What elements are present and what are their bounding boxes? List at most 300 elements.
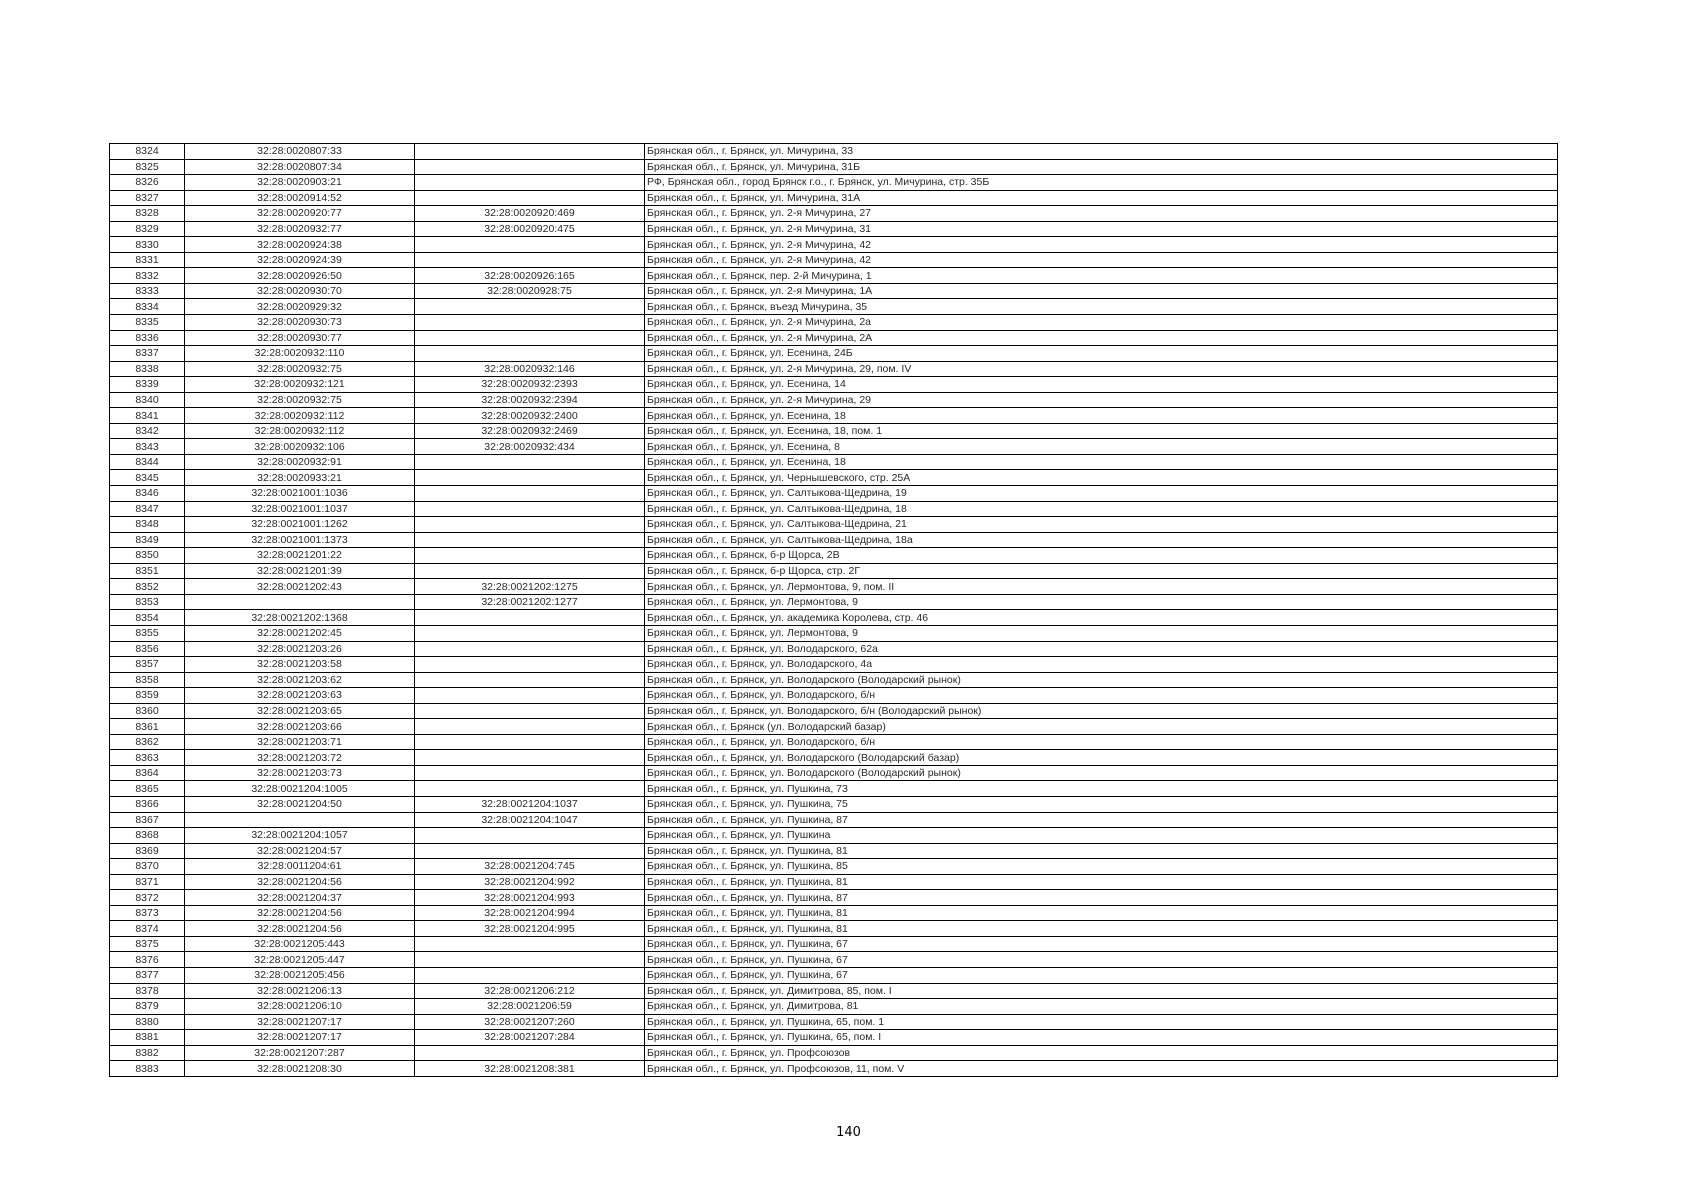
table-row (110, 719, 1558, 735)
parent-cadastral-cell (415, 252, 645, 268)
address-cell: Брянская обл., г. Брянск, пер. 2-й Мичурина, 1 (645, 268, 1558, 284)
row-number-cell: 8369 (110, 843, 185, 859)
address-cell: Брянская обл., г. Брянск, ул. Мичурина, 31Б (645, 159, 1558, 175)
row-number-cell: 8342 (110, 423, 185, 439)
table-row (110, 237, 1558, 253)
table-row (110, 252, 1558, 268)
row-number-cell: 8365 (110, 781, 185, 797)
cadastral-number-cell: 32:28:0020929:32 (185, 299, 415, 315)
cadastral-number-cell: 32:28:0020924:38 (185, 237, 415, 253)
cadastral-number-cell: 32:28:0020932:91 (185, 454, 415, 470)
table-row (110, 439, 1558, 455)
cadastral-number-cell: 32:28:0021204:56 (185, 874, 415, 890)
table-row (110, 594, 1558, 610)
table-row (110, 905, 1558, 921)
parent-cadastral-cell: 32:28:0020926:165 (415, 268, 645, 284)
cadastral-number-cell (185, 594, 415, 610)
row-number-cell: 8356 (110, 641, 185, 657)
table-row (110, 454, 1558, 470)
row-number-cell: 8362 (110, 734, 185, 750)
cadastral-number-cell: 32:28:0021206:10 (185, 999, 415, 1015)
table-row (110, 423, 1558, 439)
address-cell: Брянская обл., г. Брянск, ул. Володарского, б/н (Володарский рынок) (645, 703, 1558, 719)
row-number-cell: 8377 (110, 967, 185, 983)
cadastral-number-cell: 32:28:0020932:110 (185, 346, 415, 362)
parent-cadastral-cell (415, 299, 645, 315)
row-number-cell: 8355 (110, 625, 185, 641)
cadastral-number-cell: 32:28:0021203:62 (185, 672, 415, 688)
table-row (110, 346, 1558, 362)
parent-cadastral-cell: 32:28:0020932:2400 (415, 408, 645, 424)
table-row (110, 672, 1558, 688)
table-row (110, 890, 1558, 906)
address-cell: Брянская обл., г. Брянск, ул. Володарского (Володарский рынок) (645, 672, 1558, 688)
cadastral-number-cell: 32:28:0020932:106 (185, 439, 415, 455)
parent-cadastral-cell (415, 765, 645, 781)
table-row (110, 268, 1558, 284)
parent-cadastral-cell (415, 175, 645, 191)
parent-cadastral-cell (415, 781, 645, 797)
row-number-cell: 8357 (110, 657, 185, 673)
address-cell: Брянская обл., г. Брянск, ул. Есенина, 24Б (645, 346, 1558, 362)
table-row (110, 999, 1558, 1015)
table-row (110, 967, 1558, 983)
row-number-cell: 8358 (110, 672, 185, 688)
address-cell: Брянская обл., г. Брянск, ул. Салтыкова-Щедрина, 18а (645, 532, 1558, 548)
page-number: 140 (836, 1125, 861, 1140)
address-cell: Брянская обл., г. Брянск, ул. Володарского (Володарский рынок) (645, 765, 1558, 781)
address-cell: Брянская обл., г. Брянск, ул. Димитрова, 81 (645, 999, 1558, 1015)
address-cell: Брянская обл., г. Брянск, ул. Володарского, б/н (645, 688, 1558, 704)
parent-cadastral-cell (415, 563, 645, 579)
row-number-cell: 8341 (110, 408, 185, 424)
table-row (110, 283, 1558, 299)
table-row (110, 392, 1558, 408)
table-row (110, 688, 1558, 704)
table-row (110, 299, 1558, 315)
row-number-cell: 8348 (110, 517, 185, 533)
table-row (110, 750, 1558, 766)
parent-cadastral-cell (415, 315, 645, 331)
cadastral-number-cell: 32:28:0020807:34 (185, 159, 415, 175)
table-row (110, 1061, 1558, 1077)
parent-cadastral-cell: 32:28:0020932:2394 (415, 392, 645, 408)
parent-cadastral-cell: 32:28:0020920:475 (415, 221, 645, 237)
row-number-cell: 8363 (110, 750, 185, 766)
parent-cadastral-cell: 32:28:0021204:1047 (415, 812, 645, 828)
row-number-cell: 8327 (110, 190, 185, 206)
cadastral-number-cell: 32:28:0021204:57 (185, 843, 415, 859)
table-row (110, 734, 1558, 750)
cadastral-number-cell: 32:28:0021001:1036 (185, 486, 415, 502)
row-number-cell: 8325 (110, 159, 185, 175)
address-cell: Брянская обл., г. Брянск, ул. 2-я Мичурина, 27 (645, 206, 1558, 222)
row-number-cell: 8333 (110, 283, 185, 299)
cadastral-number-cell: 32:28:0020930:70 (185, 283, 415, 299)
row-number-cell: 8326 (110, 175, 185, 191)
row-number-cell: 8373 (110, 905, 185, 921)
address-cell: Брянская обл., г. Брянск, ул. Лермонтова, 9 (645, 594, 1558, 610)
row-number-cell: 8334 (110, 299, 185, 315)
cadastral-number-cell: 32:28:0021204:37 (185, 890, 415, 906)
cadastral-number-cell: 32:28:0021201:39 (185, 563, 415, 579)
address-cell: Брянская обл., г. Брянск, ул. Пушкина (645, 828, 1558, 844)
row-number-cell: 8368 (110, 828, 185, 844)
parent-cadastral-cell: 32:28:0021204:994 (415, 905, 645, 921)
row-number-cell: 8343 (110, 439, 185, 455)
address-cell: Брянская обл., г. Брянск, ул. Димитрова, 85, пом. I (645, 983, 1558, 999)
table-row (110, 144, 1558, 160)
table-row (110, 190, 1558, 206)
address-cell: Брянская обл., г. Брянск, ул. Есенина, 18 (645, 454, 1558, 470)
parent-cadastral-cell (415, 532, 645, 548)
cadastral-number-cell: 32:28:0021208:30 (185, 1061, 415, 1077)
parent-cadastral-cell: 32:28:0021207:284 (415, 1030, 645, 1046)
table-row (110, 470, 1558, 486)
row-number-cell: 8366 (110, 796, 185, 812)
table-row (110, 517, 1558, 533)
cadastral-number-cell: 32:28:0021203:71 (185, 734, 415, 750)
row-number-cell: 8347 (110, 501, 185, 517)
row-number-cell: 8361 (110, 719, 185, 735)
table-row (110, 1014, 1558, 1030)
row-number-cell: 8367 (110, 812, 185, 828)
address-cell: Брянская обл., г. Брянск, ул. 2-я Мичурина, 42 (645, 237, 1558, 253)
row-number-cell: 8330 (110, 237, 185, 253)
parent-cadastral-cell: 32:28:0021206:59 (415, 999, 645, 1015)
row-number-cell: 8350 (110, 548, 185, 564)
table-row (110, 486, 1558, 502)
address-cell: Брянская обл., г. Брянск, ул. Салтыкова-Щедрина, 18 (645, 501, 1558, 517)
parent-cadastral-cell (415, 967, 645, 983)
cadastral-number-cell: 32:28:0021202:1368 (185, 610, 415, 626)
table-row (110, 408, 1558, 424)
cadastral-number-cell: 32:28:0020920:77 (185, 206, 415, 222)
address-cell: Брянская обл., г. Брянск (ул. Володарский базар) (645, 719, 1558, 735)
address-cell: Брянская обл., г. Брянск, б-р Щорса, стр. 2Г (645, 563, 1558, 579)
table-row (110, 765, 1558, 781)
row-number-cell: 8336 (110, 330, 185, 346)
cadastral-number-cell: 32:28:0021203:26 (185, 641, 415, 657)
row-number-cell: 8370 (110, 859, 185, 875)
table-row (110, 796, 1558, 812)
address-cell: Брянская обл., г. Брянск, ул. 2-я Мичурина, 2А (645, 330, 1558, 346)
cadastral-number-cell: 32:28:0021202:43 (185, 579, 415, 595)
table-row (110, 657, 1558, 673)
parent-cadastral-cell: 32:28:0021206:212 (415, 983, 645, 999)
address-cell: Брянская обл., г. Брянск, ул. Пушкина, 81 (645, 874, 1558, 890)
table-row (110, 812, 1558, 828)
table-row (110, 983, 1558, 999)
address-cell: Брянская обл., г. Брянск, ул. Пушкина, 75 (645, 796, 1558, 812)
table-row (110, 781, 1558, 797)
address-cell: Брянская обл., г. Брянск, ул. Есенина, 18 (645, 408, 1558, 424)
cadastral-number-cell: 32:28:0020932:112 (185, 408, 415, 424)
row-number-cell: 8374 (110, 921, 185, 937)
address-cell: Брянская обл., г. Брянск, ул. Салтыкова-Щедрина, 19 (645, 486, 1558, 502)
address-cell: Брянская обл., г. Брянск, ул. 2-я Мичурина, 1А (645, 283, 1558, 299)
cadastral-number-cell: 32:28:0021204:56 (185, 921, 415, 937)
table-row (110, 330, 1558, 346)
cadastral-number-cell: 32:28:0020933:21 (185, 470, 415, 486)
cadastral-number-cell: 32:28:0021204:50 (185, 796, 415, 812)
cadastral-number-cell: 32:28:0021201:22 (185, 548, 415, 564)
parent-cadastral-cell (415, 144, 645, 160)
parent-cadastral-cell: 32:28:0021208:381 (415, 1061, 645, 1077)
address-cell: Брянская обл., г. Брянск, ул. 2-я Мичурина, 29 (645, 392, 1558, 408)
address-cell: Брянская обл., г. Брянск, ул. Пушкина, 65, пом. 1 (645, 1014, 1558, 1030)
row-number-cell: 8352 (110, 579, 185, 595)
cadastral-number-cell: 32:28:0020926:50 (185, 268, 415, 284)
parent-cadastral-cell (415, 641, 645, 657)
row-number-cell: 8381 (110, 1030, 185, 1046)
row-number-cell: 8359 (110, 688, 185, 704)
parent-cadastral-cell: 32:28:0020932:434 (415, 439, 645, 455)
row-number-cell: 8376 (110, 952, 185, 968)
cadastral-number-cell: 32:28:0021204:1005 (185, 781, 415, 797)
cadastral-number-cell: 32:28:0021203:63 (185, 688, 415, 704)
address-cell: Брянская обл., г. Брянск, ул. Пушкина, 87 (645, 890, 1558, 906)
parent-cadastral-cell (415, 936, 645, 952)
table-row (110, 625, 1558, 641)
address-cell: Брянская обл., г. Брянск, въезд Мичурина, 35 (645, 299, 1558, 315)
row-number-cell: 8364 (110, 765, 185, 781)
cadastral-number-cell: 32:28:0020932:75 (185, 361, 415, 377)
address-cell: Брянская обл., г. Брянск, ул. Пушкина, 67 (645, 936, 1558, 952)
parent-cadastral-cell (415, 703, 645, 719)
cadastral-number-cell: 32:28:0020932:121 (185, 377, 415, 393)
table-row (110, 361, 1558, 377)
address-cell: Брянская обл., г. Брянск, ул. Салтыкова-Щедрина, 21 (645, 517, 1558, 533)
cadastral-number-cell: 32:28:0021203:65 (185, 703, 415, 719)
row-number-cell: 8371 (110, 874, 185, 890)
parent-cadastral-cell (415, 734, 645, 750)
parent-cadastral-cell (415, 237, 645, 253)
parent-cadastral-cell (415, 517, 645, 533)
address-cell: Брянская обл., г. Брянск, ул. Пушкина, 67 (645, 952, 1558, 968)
address-cell: Брянская обл., г. Брянск, ул. Мичурина, 33 (645, 144, 1558, 160)
table-row (110, 1045, 1558, 1061)
address-cell: Брянская обл., г. Брянск, ул. 2-я Мичурина, 2а (645, 315, 1558, 331)
table-row (110, 952, 1558, 968)
cadastral-number-cell: 32:28:0020930:73 (185, 315, 415, 331)
cadastral-number-cell: 32:28:0021205:447 (185, 952, 415, 968)
row-number-cell: 8383 (110, 1061, 185, 1077)
cadastral-number-cell: 32:28:0020903:21 (185, 175, 415, 191)
address-cell: Брянская обл., г. Брянск, ул. Профсоюзов (645, 1045, 1558, 1061)
parent-cadastral-cell: 32:28:0020928:75 (415, 283, 645, 299)
table-row (110, 641, 1558, 657)
table-row (110, 377, 1558, 393)
address-cell: Брянская обл., г. Брянск, ул. Пушкина, 87 (645, 812, 1558, 828)
table-row (110, 501, 1558, 517)
parent-cadastral-cell: 32:28:0021204:993 (415, 890, 645, 906)
address-cell: Брянская обл., г. Брянск, ул. 2-я Мичурина, 31 (645, 221, 1558, 237)
row-number-cell: 8340 (110, 392, 185, 408)
address-cell: Брянская обл., г. Брянск, ул. Профсоюзов, 11, пом. V (645, 1061, 1558, 1077)
table-row (110, 315, 1558, 331)
cadastral-number-cell: 32:28:0021001:1262 (185, 517, 415, 533)
table-row (110, 548, 1558, 564)
row-number-cell: 8360 (110, 703, 185, 719)
cadastral-number-cell: 32:28:0021205:443 (185, 936, 415, 952)
parent-cadastral-cell (415, 750, 645, 766)
parent-cadastral-cell (415, 548, 645, 564)
parent-cadastral-cell: 32:28:0021202:1275 (415, 579, 645, 595)
cadastral-number-cell: 32:28:0021205:456 (185, 967, 415, 983)
parent-cadastral-cell (415, 454, 645, 470)
row-number-cell: 8338 (110, 361, 185, 377)
row-number-cell: 8375 (110, 936, 185, 952)
row-number-cell: 8346 (110, 486, 185, 502)
row-number-cell: 8380 (110, 1014, 185, 1030)
address-cell: Брянская обл., г. Брянск, ул. Володарского, 4а (645, 657, 1558, 673)
parent-cadastral-cell (415, 346, 645, 362)
cadastral-number-cell: 32:28:0020932:75 (185, 392, 415, 408)
address-cell: Брянская обл., г. Брянск, ул. Володарского, 62а (645, 641, 1558, 657)
cadastral-number-cell: 32:28:0020807:33 (185, 144, 415, 160)
address-cell: Брянская обл., г. Брянск, ул. Володарского (Володарский базар) (645, 750, 1558, 766)
parent-cadastral-cell: 32:28:0021207:260 (415, 1014, 645, 1030)
cadastral-number-cell: 32:28:0021204:1057 (185, 828, 415, 844)
table-row (110, 874, 1558, 890)
address-cell: Брянская обл., г. Брянск, ул. академика Королева, стр. 46 (645, 610, 1558, 626)
registry-table (109, 143, 1558, 1077)
address-cell: Брянская обл., г. Брянск, ул. Пушкина, 73 (645, 781, 1558, 797)
table-row (110, 828, 1558, 844)
parent-cadastral-cell (415, 190, 645, 206)
parent-cadastral-cell: 32:28:0020932:146 (415, 361, 645, 377)
parent-cadastral-cell (415, 486, 645, 502)
parent-cadastral-cell (415, 672, 645, 688)
parent-cadastral-cell: 32:28:0021204:745 (415, 859, 645, 875)
parent-cadastral-cell (415, 828, 645, 844)
row-number-cell: 8344 (110, 454, 185, 470)
cadastral-number-cell (185, 812, 415, 828)
address-cell: Брянская обл., г. Брянск, ул. Володарского, б/н (645, 734, 1558, 750)
cadastral-number-cell: 32:28:0021206:13 (185, 983, 415, 999)
cadastral-number-cell: 32:28:0020932:112 (185, 423, 415, 439)
parent-cadastral-cell: 32:28:0021204:995 (415, 921, 645, 937)
table-row (110, 206, 1558, 222)
parent-cadastral-cell (415, 625, 645, 641)
parent-cadastral-cell (415, 657, 645, 673)
row-number-cell: 8324 (110, 144, 185, 160)
address-cell: Брянская обл., г. Брянск, ул. 2-я Мичурина, 42 (645, 252, 1558, 268)
address-cell: Брянская обл., г. Брянск, б-р Щорса, 2В (645, 548, 1558, 564)
row-number-cell: 8351 (110, 563, 185, 579)
table-row (110, 859, 1558, 875)
parent-cadastral-cell (415, 159, 645, 175)
table-row (110, 843, 1558, 859)
address-cell: Брянская обл., г. Брянск, ул. Есенина, 14 (645, 377, 1558, 393)
row-number-cell: 8337 (110, 346, 185, 362)
row-number-cell: 8354 (110, 610, 185, 626)
address-cell: Брянская обл., г. Брянск, ул. Пушкина, 67 (645, 967, 1558, 983)
table-row (110, 610, 1558, 626)
cadastral-number-cell: 32:28:0021207:17 (185, 1030, 415, 1046)
row-number-cell: 8328 (110, 206, 185, 222)
row-number-cell: 8349 (110, 532, 185, 548)
row-number-cell: 8379 (110, 999, 185, 1015)
parent-cadastral-cell: 32:28:0021202:1277 (415, 594, 645, 610)
parent-cadastral-cell (415, 688, 645, 704)
address-cell: Брянская обл., г. Брянск, ул. Пушкина, 81 (645, 921, 1558, 937)
table-row (110, 1030, 1558, 1046)
address-cell: Брянская обл., г. Брянск, ул. Мичурина, 31А (645, 190, 1558, 206)
parent-cadastral-cell (415, 1045, 645, 1061)
address-cell: Брянская обл., г. Брянск, ул. Пушкина, 65, пом. I (645, 1030, 1558, 1046)
cadastral-number-cell: 32:28:0021202:45 (185, 625, 415, 641)
address-cell: Брянская обл., г. Брянск, ул. Лермонтова, 9 (645, 625, 1558, 641)
parent-cadastral-cell: 32:28:0020920:469 (415, 206, 645, 222)
address-cell: Брянская обл., г. Брянск, ул. Чернышевского, стр. 25А (645, 470, 1558, 486)
parent-cadastral-cell (415, 330, 645, 346)
cadastral-number-cell: 32:28:0020932:77 (185, 221, 415, 237)
address-cell: Брянская обл., г. Брянск, ул. Пушкина, 81 (645, 905, 1558, 921)
table-row (110, 563, 1558, 579)
row-number-cell: 8339 (110, 377, 185, 393)
address-cell: Брянская обл., г. Брянск, ул. Есенина, 18, пом. 1 (645, 423, 1558, 439)
table-row (110, 936, 1558, 952)
row-number-cell: 8335 (110, 315, 185, 331)
address-cell: РФ, Брянская обл., город Брянск г.о., г. Брянск, ул. Мичурина, стр. 35Б (645, 175, 1558, 191)
table-row (110, 579, 1558, 595)
address-cell: Брянская обл., г. Брянск, ул. 2-я Мичурина, 29, пом. IV (645, 361, 1558, 377)
cadastral-number-cell: 32:28:0020914:52 (185, 190, 415, 206)
registry-table-body (110, 144, 1558, 1077)
parent-cadastral-cell (415, 719, 645, 735)
address-cell: Брянская обл., г. Брянск, ул. Пушкина, 81 (645, 843, 1558, 859)
cadastral-number-cell: 32:28:0020930:77 (185, 330, 415, 346)
cadastral-number-cell: 32:28:0021001:1037 (185, 501, 415, 517)
cadastral-number-cell: 32:28:0021001:1373 (185, 532, 415, 548)
cadastral-number-cell: 32:28:0021203:58 (185, 657, 415, 673)
table-row (110, 221, 1558, 237)
row-number-cell: 8345 (110, 470, 185, 486)
cadastral-number-cell: 32:28:0021207:287 (185, 1045, 415, 1061)
address-cell: Брянская обл., г. Брянск, ул. Пушкина, 85 (645, 859, 1558, 875)
parent-cadastral-cell (415, 470, 645, 486)
row-number-cell: 8382 (110, 1045, 185, 1061)
row-number-cell: 8331 (110, 252, 185, 268)
table-row (110, 921, 1558, 937)
table-row (110, 532, 1558, 548)
parent-cadastral-cell: 32:28:0020932:2393 (415, 377, 645, 393)
cadastral-number-cell: 32:28:0020924:39 (185, 252, 415, 268)
cadastral-number-cell: 32:28:0021203:66 (185, 719, 415, 735)
table-row (110, 159, 1558, 175)
cadastral-number-cell: 32:28:0011204:61 (185, 859, 415, 875)
parent-cadastral-cell (415, 952, 645, 968)
cadastral-number-cell: 32:28:0021204:56 (185, 905, 415, 921)
cadastral-number-cell: 32:28:0021203:72 (185, 750, 415, 766)
parent-cadastral-cell: 32:28:0021204:1037 (415, 796, 645, 812)
address-cell: Брянская обл., г. Брянск, ул. Лермонтова, 9, пом. II (645, 579, 1558, 595)
row-number-cell: 8372 (110, 890, 185, 906)
row-number-cell: 8332 (110, 268, 185, 284)
parent-cadastral-cell: 32:28:0020932:2469 (415, 423, 645, 439)
cadastral-number-cell: 32:28:0021207:17 (185, 1014, 415, 1030)
table-row (110, 175, 1558, 191)
parent-cadastral-cell (415, 843, 645, 859)
row-number-cell: 8353 (110, 594, 185, 610)
cadastral-number-cell: 32:28:0021203:73 (185, 765, 415, 781)
parent-cadastral-cell (415, 501, 645, 517)
row-number-cell: 8329 (110, 221, 185, 237)
row-number-cell: 8378 (110, 983, 185, 999)
address-cell: Брянская обл., г. Брянск, ул. Есенина, 8 (645, 439, 1558, 455)
